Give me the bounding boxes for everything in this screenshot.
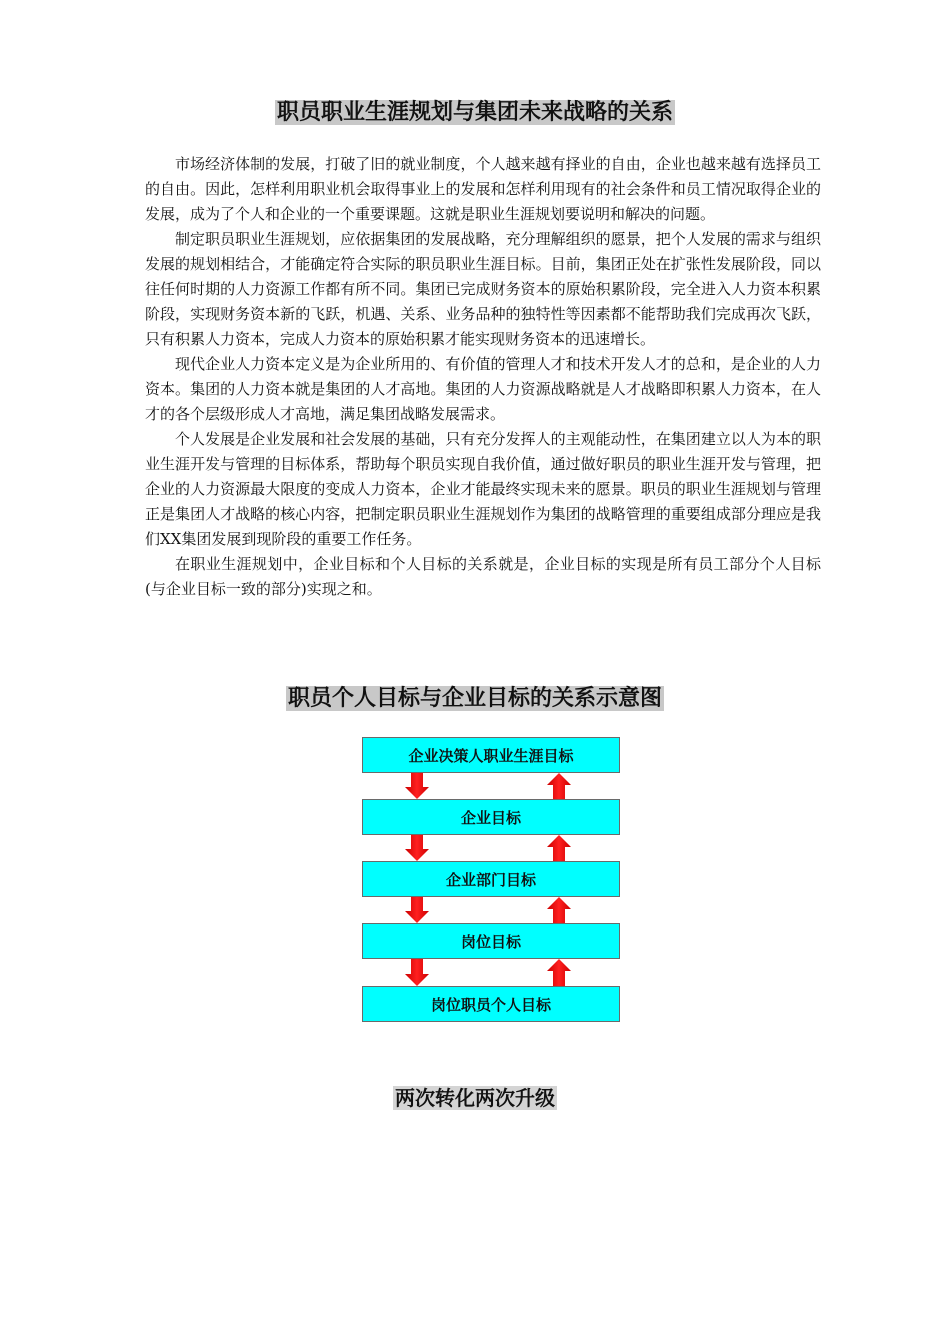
up-arrow-icon bbox=[547, 959, 571, 986]
paragraph-4: 个人发展是企业发展和社会发展的基础，只有充分发挥人的主观能动性，在集团建立以人为本的职业生涯开发与管理的目标体系，帮助每个职员实现自我价值，通过做好职员的职业生涯开发与管理，把企业的人力资源最大限度的变成人力资本，企业才能最终实现未来的愿景。职员的职业生涯规划与管理正是集团人才战略的核心内容，把制定职员职业生涯规划作为集团的战略管理的重要组成部分理应是我们XX集团发展到现阶段的重要工作任务。 bbox=[145, 430, 821, 548]
paragraph-3: 现代企业人力资本定义是为企业所用的、有价值的管理人才和技术开发人才的总和，是企业的人力资本。集团的人力资本就是集团的人才高地。集团的人力资源战略就是人才战略即积累人力资本，在人才的各个层级形成人才高地，满足集团战略发展需求。 bbox=[145, 355, 821, 423]
subtitle bbox=[0, 1083, 950, 1113]
down-arrow-icon bbox=[405, 773, 429, 799]
up-arrow-icon bbox=[547, 897, 571, 923]
diagram-title-text: 职员个人目标与企业目标的关系示意图 bbox=[287, 686, 662, 711]
down-arrow-icon bbox=[405, 835, 429, 861]
up-arrow-icon bbox=[547, 835, 571, 861]
box-employee-goal: 岗位职员个人目标 bbox=[362, 986, 620, 1022]
up-arrow-icon bbox=[547, 773, 571, 799]
down-arrow-icon bbox=[405, 959, 429, 986]
subtitle-text: 两次转化两次升级 bbox=[395, 1086, 555, 1110]
box-decision-maker-goal: 企业决策人职业生涯目标 bbox=[362, 737, 620, 773]
paragraph-5: 在职业生涯规划中，企业目标和个人目标的关系就是，企业目标的实现是所有员工部分个人目标(与企业目标一致的部分)实现之和。 bbox=[145, 555, 821, 598]
paragraph-2: 制定职员职业生涯规划，应依据集团的发展战略，充分理解组织的愿景，把个人发展的需求与组织发展的规划相结合，才能确定符合实际的职员职业生涯目标。目前，集团正处在扩张性发展阶段，同以往任何时期的人力资源工作都有所不同。集团已完成财务资本的原始积累阶段，完全进入人力资本积累阶段，实现财务资本新的飞跃，机遇、关系、业务品种的独特性等因素都不能帮助我们完成再次飞跃，只有积累人力资本，完成人力资本的原始积累才能实现财务资本的迅速增长。 bbox=[145, 230, 821, 348]
box-department-goal: 企业部门目标 bbox=[362, 861, 620, 897]
paragraph-1: 市场经济体制的发展，打破了旧的就业制度，个人越来越有择业的自由，企业也越来越有选择员工的自由。因此，怎样利用职业机会取得事业上的发展和怎样利用现有的社会条件和员工情况取得企业的发展，成为了个人和企业的一个重要课题。这就是职业生涯规划要说明和解决的问题。 bbox=[145, 155, 821, 223]
box-position-goal: 岗位目标 bbox=[362, 923, 620, 959]
document-title-text: 职员职业生涯规划与集团未来战略的关系 bbox=[276, 100, 673, 125]
down-arrow-icon bbox=[405, 897, 429, 923]
box-enterprise-goal: 企业目标 bbox=[362, 799, 620, 835]
